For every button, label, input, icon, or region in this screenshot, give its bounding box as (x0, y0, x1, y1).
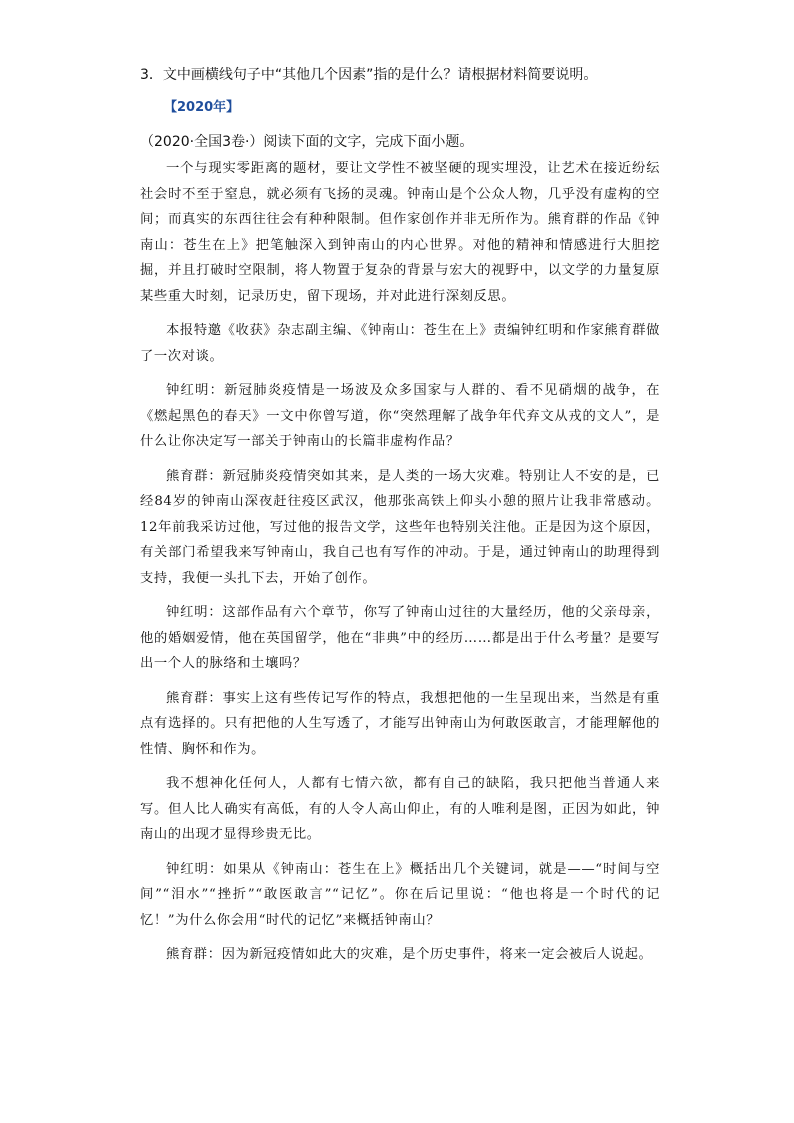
paragraph-answer-3: 熊育群：因为新冠疫情如此大的灾难，是个历史事件，将来一定会被后人说起。 (166, 947, 653, 962)
article-body (140, 156, 660, 977)
source-line: （2020·全国3卷·）阅读下面的文字，完成下面小题。 (140, 134, 474, 150)
paragraph-intro: 一个与现实零距离的题材，要让文学性不被坚硬的现实埋没，让艺术在接近纷纭社会时不至于窒息，就必须有飞扬的灵魂。钟南山是个公众人物，几乎没有虚构的空间；而真实的东西往往会有种种限制。但作家创作并非无所作为。熊育群的作品《钟南山：苍生在上》把笔触深入到钟南山的内心世界。对他的精神和情感进行大胆挖掘，并且打破时空限制，将人物置于复杂的背景与宏大的视野中，以文学的力量复原某些重大时刻，记录历史，留下现场，并对此进行深刻反思。 (140, 161, 660, 304)
paragraph-answer-2: 熊育群：事实上这有些传记写作的特点，我想把他的一生呈现出来，当然是有重点有选择的。只有把他的人生写透了，才能写出钟南山为何敢医敢言，才能理解他的性情、胸怀和作为。 (140, 690, 660, 757)
paragraph-question-3: 钟红明：如果从《钟南山：苍生在上》概括出几个关键词，就是——“时间与空间”“泪水”“挫折”“敢医敢言”“记忆”。你在后记里说：“他也将是一个时代的记忆！”为什么你会用“时代的记忆”来概括钟南山？ (140, 861, 660, 928)
question-text: 文中画横线句子中“其他几个因素”指的是什么？请根据材料简要说明。 (162, 67, 598, 83)
paragraph-question-2: 钟红明：这部作品有六个章节，你写了钟南山过往的大量经历，他的父亲母亲，他的婚姻爱情，他在英国留学，他在“非典”中的经历……都是出于什么考量？是要写出一个人的脉络和土壤吗？ (140, 605, 660, 671)
paragraph-answer-1: 熊育群：新冠肺炎疫情突如其来，是人类的一场大灾难。特别让人不安的是，已经84岁的钟南山深夜赶往疫区武汉，他那张高铁上仰头小憩的照片让我非常感动。12年前我采访过他，写过他的报告文学，这些年也特别关注他。正是因为这个原因，有关部门希望我来写钟南山，我自己也有写作的冲动。于是，通过钟南山的助理得到支持，我便一头扎下去，开始了创作。 (140, 468, 660, 586)
paragraph-answer-2-cont: 我不想神化任何人，人都有七情六欲，都有自己的缺陷，我只把他当普通人来写。但人比人确实有高低，有的人令人高山仰止，有的人唯利是图，正因为如此，钟南山的出现才显得珍贵无比。 (140, 776, 660, 842)
paragraph-question-1: 钟红明：新冠肺炎疫情是一场波及众多国家与人群的、看不见硝烟的战争，在《燃起黑色的春天》一文中你曾写道，你“突然理解了战争年代弃文从戎的文人”，是什么让你决定写一部关于钟南山的长篇非虚构作品？ (140, 383, 660, 449)
year-tag: 【2020年】 (164, 100, 240, 115)
question-number: 3． (140, 67, 163, 83)
question-3 (140, 64, 700, 86)
paragraph-interview-note: 本报特邀《收获》杂志副主编、《钟南山：苍生在上》责编钟红明和作家熊育群做了一次对谈。 (140, 323, 660, 364)
